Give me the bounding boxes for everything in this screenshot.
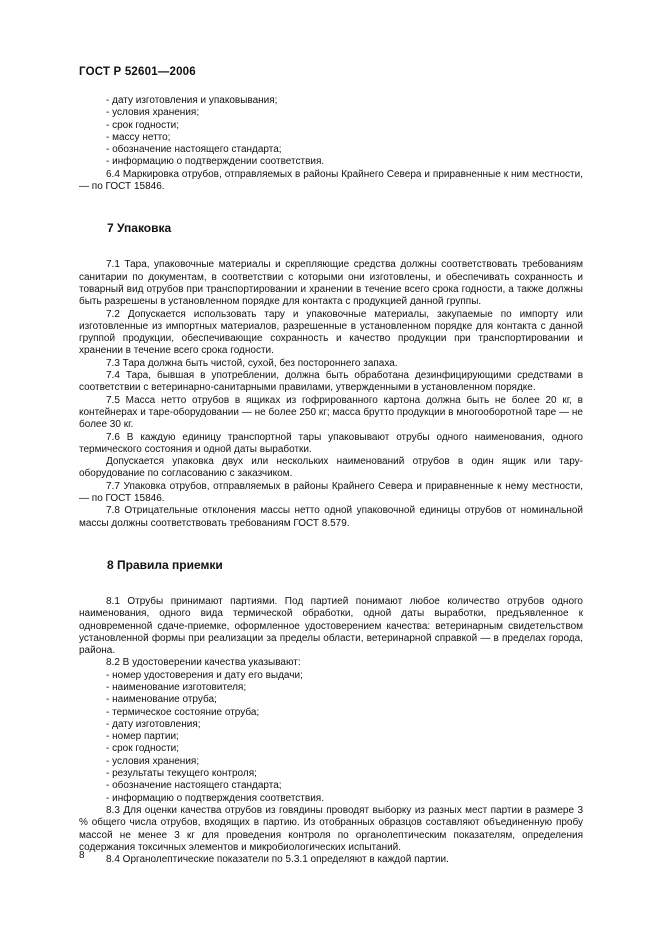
page-content [79, 95, 583, 866]
list-item: - массу нетто; [106, 131, 171, 143]
list-item: - срок годности; [106, 743, 180, 755]
list-item: - дату изготовления и упаковывания; [106, 95, 278, 106]
paragraph-7-6: 7.6 В каждую единицу транспортной тары упаковывают отрубы одного наименования, одного термического состояния и одной даты выработки. [79, 431, 583, 455]
list-item: - информацию о подтверждении соответствия. [106, 156, 325, 168]
list-item: - срок годности; [106, 119, 180, 131]
list-item: - условия хранения; [106, 755, 200, 767]
section-8-title: 8 Правила приемки [107, 557, 223, 572]
paragraph-8-4: 8.4 Органолептические показатели по 5.3.1 определяют в каждой партии. [106, 854, 449, 866]
list-item: - условия хранения; [106, 107, 200, 119]
paragraph-7-1: 7.1 Тара, упаковочные материалы и скрепляющие средства должны соответствовать требованиям санитарии по документам, в соответствии с которыми они изготовлены, и обеспечивать сохранность и товарный вид отрубов при транспортировании и хранении в течение всего срока годности, а также должны быть разрешены в установленном порядке для контакта с продукцией данной группы. [79, 259, 583, 308]
list-item: - номер партии; [106, 731, 179, 743]
list-item: - обозначение настоящего стандарта; [106, 144, 282, 156]
list-item: - информацию о подтверждения соответствия. [106, 792, 324, 804]
list-item: - номер удостоверения и дату его выдачи; [106, 669, 303, 681]
list-item: - дату изготовления; [106, 718, 201, 730]
paragraph-7-8: 7.8 Отрицательные отклонения массы нетто одной упаковочной единицы отрубов от номинальной массы должны соответствовать требованиям ГОСТ 8.579. [79, 505, 583, 529]
list-item: - наименование изготовителя; [106, 681, 247, 693]
paragraph-8-3: 8.3 Для оценки качества отрубов из говядины проводят выборку из разных мест партии в размере 3 % общего числа отрубов, входящих в партию. Из отобранных образцов составляют объединенную пробу массой не менее 3 кг для проведения контроля по органолептическим показателям, определения содержания токсичных элементов и микробиологических испытаний. [79, 804, 583, 853]
paragraph-7-6-cont: Допускается упаковка двух или нескольких наименований отрубов в один ящик или тару-оборудование по согласованию с заказчиком. [79, 456, 583, 480]
list-item: - обозначение настоящего стандарта; [106, 780, 282, 792]
document-header: ГОСТ Р 52601—2006 [79, 66, 196, 78]
paragraph-6-4: 6.4 Маркировка отрубов, отправляемых в районы Крайнего Севера и приравненные к ним местности, — по ГОСТ 15846. [79, 168, 583, 193]
paragraph-7-2: 7.2 Допускается использовать тару и упаковочные материалы, закупаемые по импорту или изготовленные из импортных материалов, разрешенные в установленном порядке для контакта с данной группой продукции, обеспечивающие сохранность и качество продукции при транспортировании и хранении в течение всего срока годности. [79, 308, 583, 357]
section-7-title: 7 Упаковка [107, 221, 172, 236]
paragraph-7-7: 7.7 Упаковка отрубов, отправляемых в районы Крайнего Севера и приравненные к нему местности, — по ГОСТ 15846. [79, 480, 583, 505]
paragraph-8-1: 8.1 Отрубы принимают партиями. Под партией понимают любое количество отрубов одного наименования, одного вида термической обработки, одной даты выработки, предъявленное к одновременной сдаче-приемке, оформленное удостоверением качества: ветеринарным свидетельством установленной формы при реализации за пределы области, ветеринарной справкой — в пределах города, района. [79, 595, 583, 657]
paragraph-7-5: 7.5 Масса нетто отрубов в ящиках из гофрированного картона должна быть не более 20 кг, в контейнерах и таре-оборудовании — не более 250 кг; масса брутто продукции в многооборотной таре — не более 30 кг. [79, 394, 583, 431]
list-item: - термическое состояние отруба; [106, 706, 260, 718]
paragraph-7-4: 7.4 Тара, бывшая в употреблении, должна быть обработана дезинфицирующими средствами в соответствии с ветеринарно-санитарными правилами, утвержденными в установленном порядке. [79, 370, 583, 394]
paragraph-8-2: 8.2 В удостоверении качества указывают: [106, 657, 301, 669]
list-item: - результаты текущего контроля; [106, 768, 257, 780]
page-number: 8 [79, 850, 85, 861]
list-item: - наименование отруба; [106, 694, 217, 706]
paragraph-7-3: 7.3 Тара должна быть чистой, сухой, без постороннего запаха. [106, 357, 398, 369]
